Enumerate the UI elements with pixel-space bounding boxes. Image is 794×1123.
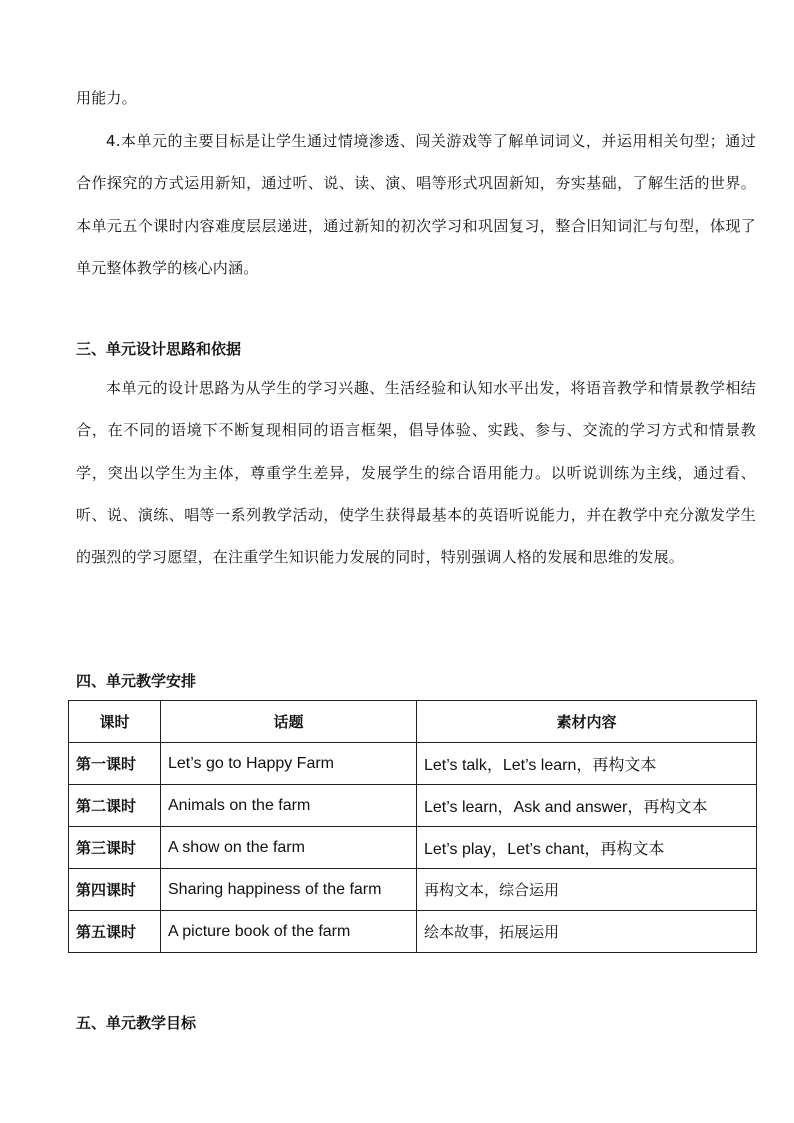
section-heading-design: 三、单元设计思路和依据 [76, 340, 242, 358]
table-row [69, 869, 757, 911]
column-header: 素材内容 [417, 701, 757, 743]
lesson-cell: 第三课时 [69, 827, 161, 869]
lesson-schedule-table [68, 700, 757, 953]
paragraph-design: 本单元的设计思路为从学生的学习兴趣、生活经验和认知水平出发，将语音教学和情景教学相结合，在不同的语境下不断复现相同的语言框架，倡导体验、实践、参与、交流的学习方式和情景教学，突出以学生为主体，尊重学生差异，发展学生的综合语用能力。以听说训练为主线，通过看、听、说、演练、唱等一系列教学活动，使学生获得最基本的英语听说能力，并在教学中充分激发学生的强烈的学习愿望，在注重学生知识能力发展的同时，特别强调人格的发展和思维的发展。 [76, 379, 756, 567]
material-cell: Let’s play，Let’s chant，再构文本 [417, 827, 757, 869]
column-header: 话题 [161, 701, 417, 743]
topic-cell: A picture book of the farm [161, 911, 417, 953]
table-header-row [69, 701, 757, 743]
material-cell: Let’s talk，Let’s learn，再构文本 [417, 743, 757, 785]
paragraph-objectives: 4.本单元的主要目标是让学生通过情境渗透、闯关游戏等了解单词词义，并运用相关句型；通过合作探究的方式运用新知，通过听、说、读、演、唱等形式巩固新知，夯实基础，了解生活的世界。本单元五个课时内容难度层层递进，通过新知的初次学习和巩固复习，整合旧知词汇与句型，体现了单元整体教学的核心内涵。 [76, 132, 756, 277]
topic-cell: A show on the farm [161, 827, 417, 869]
table-row [69, 785, 757, 827]
lesson-cell: 第四课时 [69, 869, 161, 911]
paragraph-continuation: 用能力。 [76, 89, 137, 107]
topic-cell: Animals on the farm [161, 785, 417, 827]
material-cell: 再构文本，综合运用 [417, 869, 757, 911]
section-heading-schedule: 四、单元教学安排 [76, 672, 197, 690]
column-header: 课时 [69, 701, 161, 743]
section-heading-objectives: 五、单元教学目标 [76, 1014, 197, 1032]
table-row [69, 827, 757, 869]
material-cell: 绘本故事，拓展运用 [417, 911, 757, 953]
topic-cell: Let’s go to Happy Farm [161, 743, 417, 785]
table-row [69, 911, 757, 953]
material-cell: Let’s learn，Ask and answer，再构文本 [417, 785, 757, 827]
topic-cell: Sharing happiness of the farm [161, 869, 417, 911]
lesson-cell: 第一课时 [69, 743, 161, 785]
table-row [69, 743, 757, 785]
lesson-cell: 第二课时 [69, 785, 161, 827]
lesson-cell: 第五课时 [69, 911, 161, 953]
